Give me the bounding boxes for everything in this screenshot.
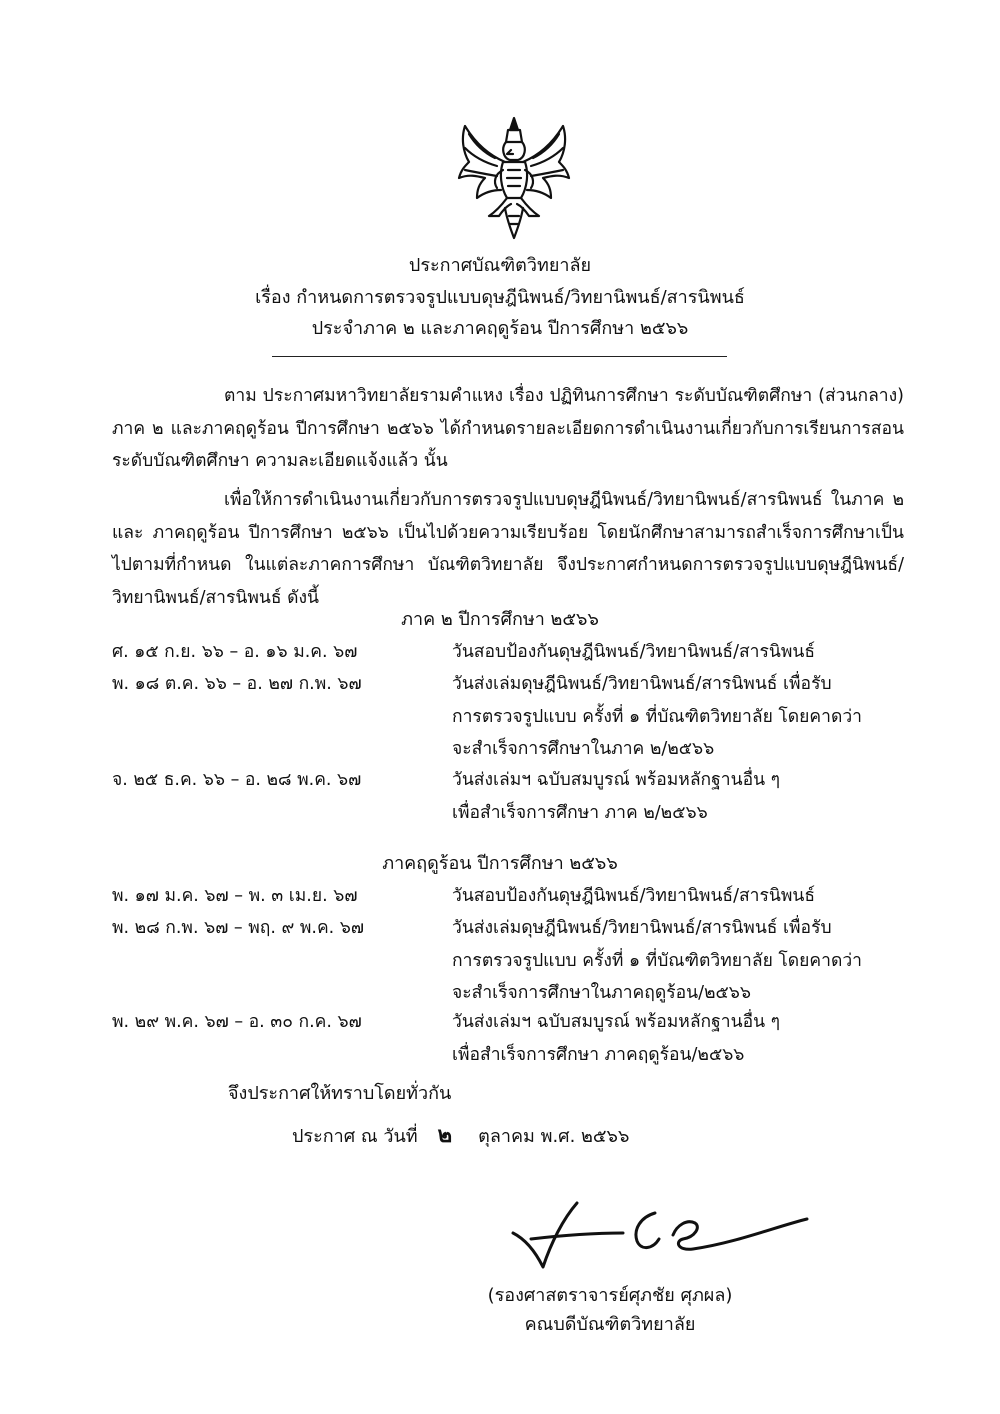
announcement-issuer: ประกาศบัณฑิตวิทยาลัย (408, 255, 592, 276)
announcement-term: ประจำภาค ๒ และภาคฤดูร้อน ปีการศึกษา ๒๕๖๖ (311, 318, 689, 339)
schedule-description-line: วันส่งเล่มฯ ฉบับสมบูรณ์ พร้อมหลักฐานอื่น ๆ (452, 1012, 781, 1032)
schedule-description-line: วันส่งเล่มดุษฎีนิพนธ์/วิทยานิพนธ์/สารนิพนธ์ เพื่อรับ (452, 674, 832, 694)
schedule-description-line: วันส่งเล่มดุษฎีนิพนธ์/วิทยานิพนธ์/สารนิพนธ์ เพื่อรับ (452, 918, 832, 938)
schedule-date: พ. ๒๙ พ.ค. ๖๗ – อ. ๓๐ ก.ค. ๖๗ (112, 1012, 362, 1032)
schedule-description (452, 636, 902, 669)
schedule-description (452, 912, 902, 1010)
signatory-name: (รองศาสตราจารย์ศุภชัย ศุภผล) (487, 1285, 733, 1306)
schedule-date: พ. ๑๘ ต.ค. ๖๖ – อ. ๒๗ ก.พ. ๖๗ (112, 674, 362, 694)
header-divider (272, 356, 727, 357)
schedule-description-line: จะสำเร็จการศึกษาในภาคฤดูร้อน/๒๕๖๖ (452, 983, 751, 1003)
schedule-description-line: วันส่งเล่มฯ ฉบับสมบูรณ์ พร้อมหลักฐานอื่น ๆ (452, 770, 781, 790)
schedule-description (452, 668, 902, 766)
intro-paragraph-1-text: ตาม ประกาศมหาวิทยาลัยรามคำแหง เรื่อง ปฏิทินการศึกษา ระดับบัณฑิตศึกษา (ส่วนกลาง) ภาค ๒ และภาคฤดูร้อน ปีการศึกษา ๒๕๖๖ ได้กำหนดรายละเอียดการดำเนินงานเกี่ยวกับการเรียนการสอน ระดับบัณฑิตศึกษา ความละเอียดแจ้งแล้ว นั้น (112, 386, 904, 471)
intro-paragraph-2-text: เพื่อให้การดำเนินงานเกี่ยวกับการตรวจรูปแบบดุษฎีนิพนธ์/วิทยานิพนธ์/สารนิพนธ์ ในภาค ๒ และ ภาคฤดูร้อน ปีการศึกษา ๒๕๖๖ เป็นไปด้วยความเรียบร้อย โดยนักศึกษาสามารถสำเร็จการศึกษาเป็นไปตามที่กำหนด ในแต่ละภาคการศึกษา บัณฑิตวิทยาลัย จึงประกาศกำหนดการตรวจรูปแบบดุษฎีนิพนธ์/วิทยานิพนธ์/สารนิพนธ์ ดังนี้ (112, 490, 904, 608)
intro-paragraph-2 (112, 484, 904, 614)
schedule-description (452, 880, 902, 913)
schedule-description (452, 764, 902, 829)
announcement-date (292, 1124, 629, 1149)
schedule-description-line: เพื่อสำเร็จการศึกษา ภาค ๒/๒๕๖๖ (452, 802, 708, 823)
date-prefix: ประกาศ ณ วันที่ (292, 1126, 418, 1147)
schedule-description-line: เพื่อสำเร็จการศึกษา ภาคฤดูร้อน/๒๕๖๖ (452, 1044, 745, 1065)
signature-icon (505, 1195, 815, 1275)
schedule-date: จ. ๒๕ ธ.ค. ๖๖ – อ. ๒๘ พ.ค. ๖๗ (112, 770, 362, 790)
summer-semester-title: ภาคฤดูร้อน ปีการศึกษา ๒๕๖๖ (382, 853, 618, 874)
schedule-date: พ. ๑๗ ม.ค. ๖๗ – พ. ๓ เม.ย. ๖๗ (112, 886, 358, 906)
schedule-description-line: การตรวจรูปแบบ ครั้งที่ ๑ ที่บัณฑิตวิทยาลัย โดยคาดว่า (452, 706, 862, 727)
garuda-emblem-icon (455, 112, 573, 242)
schedule-description-line: จะสำเร็จการศึกษาในภาค ๒/๒๕๖๖ (452, 739, 715, 759)
closing-statement: จึงประกาศให้ทราบโดยทั่วกัน (228, 1083, 452, 1104)
semester-2-title: ภาค ๒ ปีการศึกษา ๒๕๖๖ (401, 609, 599, 630)
schedule-description-line: วันสอบป้องกันดุษฎีนิพนธ์/วิทยานิพนธ์/สารนิพนธ์ (452, 886, 816, 906)
intro-paragraph-1 (112, 380, 904, 478)
date-month-year: ตุลาคม พ.ศ. ๒๕๖๖ (478, 1126, 630, 1147)
schedule-date: พ. ๒๘ ก.พ. ๖๗ – พฤ. ๙ พ.ค. ๖๗ (112, 918, 365, 938)
schedule-description (452, 1006, 902, 1071)
schedule-date: ศ. ๑๕ ก.ย. ๖๖ – อ. ๑๖ ม.ค. ๖๗ (112, 642, 358, 662)
date-day: ๒ (437, 1123, 453, 1148)
announcement-subject: เรื่อง กำหนดการตรวจรูปแบบดุษฎีนิพนธ์/วิทยานิพนธ์/สารนิพนธ์ (255, 287, 745, 308)
schedule-description-line: วันสอบป้องกันดุษฎีนิพนธ์/วิทยานิพนธ์/สารนิพนธ์ (452, 642, 816, 662)
signatory-position: คณบดีบัณฑิตวิทยาลัย (524, 1314, 696, 1335)
schedule-description-line: การตรวจรูปแบบ ครั้งที่ ๑ ที่บัณฑิตวิทยาลัย โดยคาดว่า (452, 950, 862, 971)
